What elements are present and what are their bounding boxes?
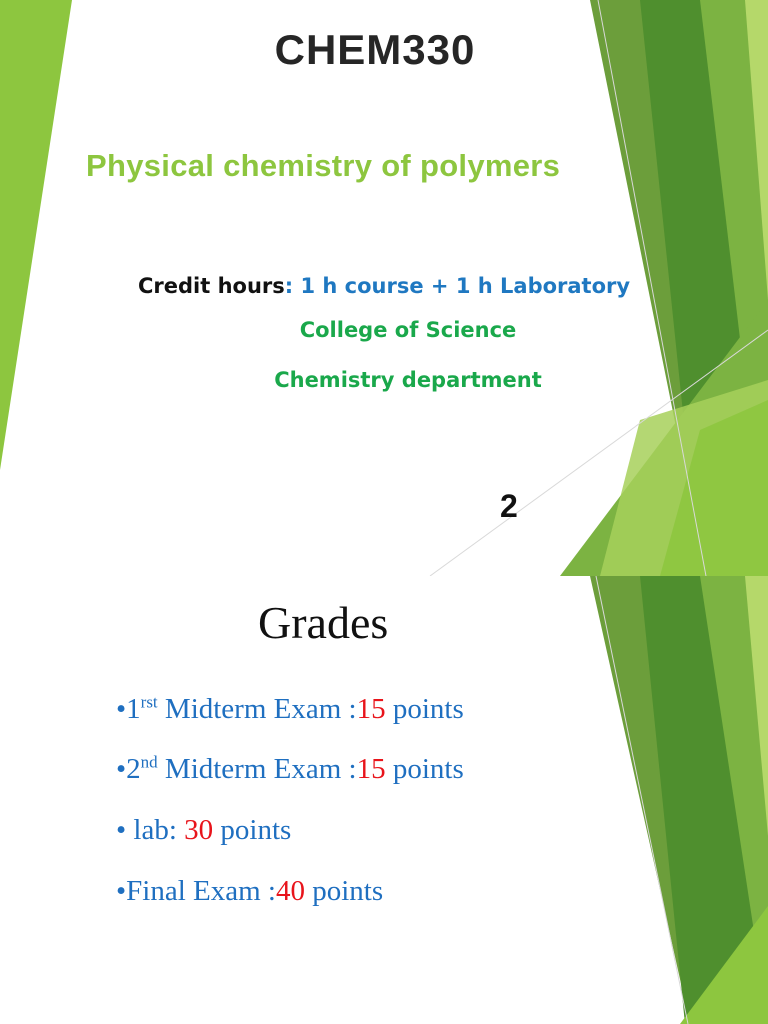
credit-hours-label: Credit hours: [138, 274, 285, 298]
course-title: Physical chemistry of polymers: [86, 148, 561, 183]
grade-points: 40: [275, 875, 305, 907]
grade-points: 15: [356, 693, 386, 725]
grade-label: lab:: [133, 814, 185, 846]
credit-hours-line: [138, 274, 630, 298]
college-name: College of Science: [299, 318, 517, 342]
department-name: Chemistry department: [274, 368, 542, 392]
slide-number: 2: [500, 488, 518, 524]
grade-unit: points: [385, 753, 464, 785]
grade-item-lab: [116, 814, 291, 847]
grade-label: Midterm Exam :: [157, 753, 357, 785]
grades-title: Grades: [258, 597, 389, 648]
ordinal-suffix: rst: [140, 692, 158, 712]
grade-points: 30: [184, 814, 214, 846]
grade-label: Midterm Exam :: [157, 693, 357, 725]
bullet: •: [116, 693, 127, 725]
bullet: •: [116, 753, 127, 785]
credit-hours-separator: :: [284, 274, 301, 298]
grade-unit: points: [213, 814, 292, 846]
grade-label: Final Exam :: [126, 875, 276, 907]
grade-points: 15: [356, 753, 386, 785]
credit-hours-value: 1 h course + 1 h Laboratory: [300, 274, 631, 298]
bullet: •: [116, 875, 127, 907]
ordinal: 2: [126, 753, 141, 785]
grade-unit: points: [385, 693, 464, 725]
grades-slide: [0, 576, 768, 1024]
ordinal: 1: [126, 693, 141, 725]
grade-item-final-exam: [116, 875, 383, 908]
grade-item-midterm-1: [116, 693, 464, 726]
grade-unit: points: [304, 875, 384, 907]
course-code: CHEM330: [274, 26, 476, 73]
bullet: •: [116, 814, 134, 846]
grade-item-midterm-2: [116, 753, 464, 786]
ordinal-suffix: nd: [140, 752, 158, 772]
